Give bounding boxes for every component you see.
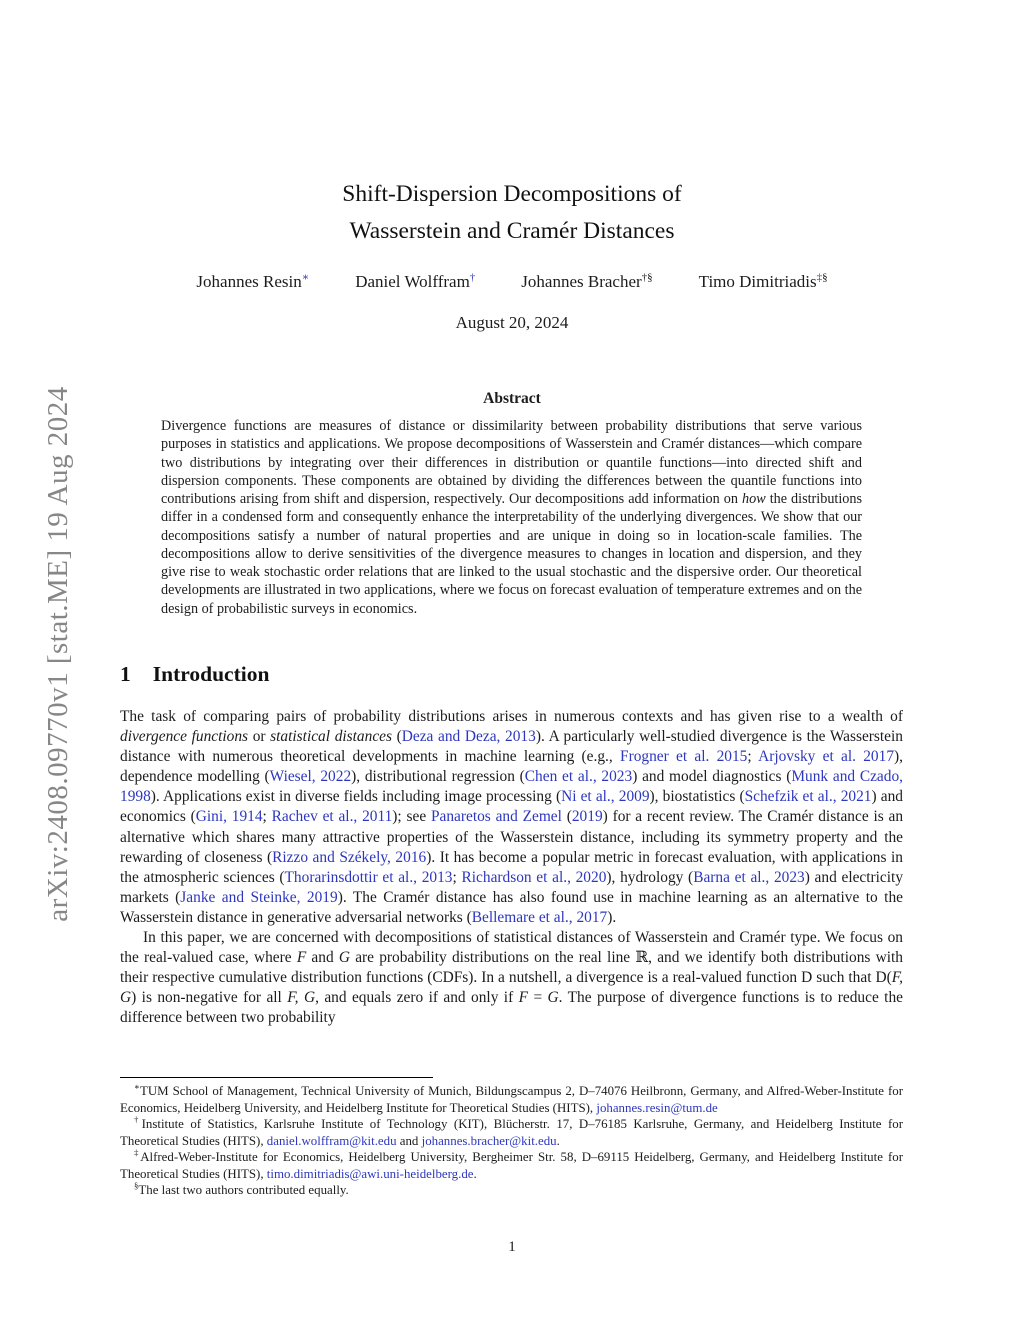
author-name: Johannes Bracher [521,272,642,291]
text-segment: †§ [641,271,653,284]
text-segment: how [742,491,766,507]
footnote-affiliation-resin [120,1083,903,1116]
footnote-affiliation-dimitriadis [120,1149,903,1182]
text-segment: The task of comparing pairs of probability distributions arises in numerous contexts and has given rise to a wealth of [120,708,903,725]
text-segment: ). The Cramér distance has also found use in machine learning as an alternative to the Wasserstein distance in generative adversarial networks ( [120,888,903,926]
text-segment: ( [391,728,402,746]
link[interactable]: daniel.wolffram@kit.edu [266,1133,397,1148]
text-segment: ). [607,908,617,926]
text-segment: ) and economics ( [120,788,903,826]
link[interactable]: Janke and Steinke, 2019 [180,888,338,906]
text-segment: ); see [392,808,431,826]
text-segment: are probability distributions on the real line [350,949,636,967]
text-segment: the distributions differ in a condensed form and consequently enhance the interpretability of the underlying divergences. We show that our decompositions satisfy a number of natural properties and are unique in doing so in location-scale families. The decompositions allow to derive sensitivities of the divergence measures to changes in location and dispersion, and they give rise to weak stochastic order relations that are linked to the usual stochastic and the dispersive order. Our theoretical developments are illustrated in two applications, where we focus on forecast evaluation of temperature extremes and on the design of probabilistic surveys in economics. [161,491,863,617]
paper-title [0,176,1024,250]
text-segment: ), biostatistics ( [649,788,745,806]
text-segment: ), dependence modelling ( [120,748,903,786]
link[interactable]: Munk and Czado, 1998 [120,768,903,806]
author-daniel-wolffram [355,272,475,292]
paper-date: August 20, 2024 [455,313,569,332]
link[interactable]: ∗ [301,271,310,284]
abstract-heading: Abstract [483,390,541,407]
author-list [0,272,1024,292]
footnotes [120,1083,903,1199]
footnote-equal-contribution [120,1182,903,1199]
link[interactable]: 2019 [571,808,603,826]
text-segment: . [556,1133,560,1148]
link[interactable]: Barna et al., 2023 [693,868,805,886]
text-segment: § [134,1180,139,1191]
link[interactable]: Deza and Deza, 2013 [401,728,536,746]
text-segment: ), distributional regression ( [351,768,525,786]
text-segment: G [547,989,559,1007]
link[interactable]: Frogner et al. 2015 [620,748,748,766]
link[interactable]: ‡ [816,271,823,284]
text-segment: statistical distances [270,728,392,746]
text-segment: divergence functions [120,728,249,746]
text-segment: ; [452,868,462,886]
text-segment: In this paper, we are concerned with decompositions of statistical distances of Wasserstein and Cramér type. We focus on the real-valued case, where [120,929,903,967]
text-segment: . The purpose of divergence functions is to reduce the difference between two probability [120,989,903,1027]
link[interactable]: Thorarinsdottir et al., 2013 [284,868,453,886]
section-heading-introduction [120,662,903,687]
text-segment: , and we identify both distributions with their respective cumulative distribution functions (CDFs). In a nutshell, a divergence is a real-valued function D such that D( [120,949,903,987]
footnote-rule [120,1077,433,1078]
text-segment: Divergence functions are measures of distance or dissimilarity between probability distributions that serve various purposes in statistics and applications. We propose decompositions of Wasserstein and Cramér distances—which compare two distributions by integrating over their differences in distribution or quantile functions—into directed shift and dispersion components. These components are obtained by dividing the differences between the quantile functions into contributions arising from shift and dispersion, respectively. Our decompositions add information on [161,418,862,507]
text-segment: and [306,949,339,967]
text-segment: ) and electricity markets ( [120,868,904,906]
text-segment: § [822,271,828,284]
arxiv-watermark: arXiv:2408.09770v1 [stat.ME] 19 Aug 2024 [42,386,74,922]
link[interactable]: Rachev et al., 2011 [271,808,393,826]
text-segment: † [134,1114,142,1125]
link[interactable]: Gini, 1914 [195,808,263,826]
link[interactable]: Ni et al., 2009 [561,788,650,806]
link[interactable]: Schefzik et al., 2021 [744,788,872,806]
link[interactable]: johannes.bracher@kit.edu [421,1133,557,1148]
author-footnote-marks [470,271,476,283]
section-number: 1 [120,662,131,686]
author-johannes-resin [196,272,309,292]
text-segment: ; [262,808,272,826]
text-segment: TUM School of Management, Technical University of Munich, Bildungscampus 2, D–74076 Heilbronn, Germany, and Alfred-Weber-Institute for Economics, Heidelberg University, and Heidelberg Institute for Theoretical Studies (HITS), [120,1084,903,1115]
text-segment: ; [747,748,759,766]
link[interactable]: Arjovsky et al. 2017 [758,748,895,766]
text-segment: The last two authors contributed equally. [138,1183,349,1197]
title-line-2: Wasserstein and Cramér Distances [349,218,675,244]
author-name: Johannes Resin [196,272,302,291]
page-number: 1 [508,1239,516,1255]
author-timo-dimitriadis [699,272,828,292]
text-segment: ∗ [134,1081,140,1092]
text-segment: , and equals zero if and only if [315,989,519,1007]
footnote-affiliation-wolffram-bracher [120,1116,903,1149]
text-segment: F [518,989,529,1007]
link[interactable]: timo.dimitriadis@awi.uni-heidelberg.de [266,1166,474,1181]
text-segment: ( [561,808,572,826]
text-segment: ). A particularly well-studied divergence is the Wasserstein distance with numerous theoretical developments in machine learning (e.g., [120,728,903,766]
text-segment: F, G [287,989,316,1007]
link[interactable]: Bellemare et al., 2017 [471,908,608,926]
text-segment: ). Applications exist in diverse fields including image processing ( [150,788,562,806]
link[interactable]: Wiesel, 2022 [269,768,352,786]
text-segment: . [473,1166,477,1181]
author-name: Daniel Wolffram [355,272,470,291]
text-segment: ). It has become a popular metric in forecast evaluation, with applications in the atmospheric sciences ( [120,848,903,886]
author-footnote-marks [817,271,828,283]
link[interactable]: Richardson et al., 2020 [461,868,607,886]
text-segment: ℝ [635,949,649,967]
section-title: Introduction [152,662,270,686]
author-footnote-marks [642,271,653,283]
author-johannes-bracher [521,272,652,292]
text-segment: G [338,949,350,967]
link[interactable]: Panaretos and Zemel [430,808,562,826]
text-segment: = [528,989,548,1007]
title-line-1: Shift-Dispersion Decompositions of [342,181,682,207]
abstract-text [161,417,862,618]
link[interactable]: johannes.resin@tum.de [596,1100,718,1115]
text-segment: F [296,949,307,967]
intro-paragraph-2 [120,928,903,1028]
text-segment: Institute of Statistics, Karlsruhe Institute of Technology (KIT), Blücherstr. 17, D–76185 Karlsruhe, Germany, and Heidelberg Institute for Theoretical Studies (HITS), [120,1117,903,1148]
text-segment: ) for a recent review. The Cramér distance is an alternative which shares many attractive properties of the Wasserstein distance, including its symmetry property and the rewarding of closeness ( [120,808,904,866]
author-footnote-marks [302,271,309,283]
text-segment: ) is non-negative for all [131,989,288,1007]
link[interactable]: Rizzo and Székely, 2016 [272,848,427,866]
text-segment: F, G [120,969,903,1007]
link[interactable]: Chen et al., 2023 [524,768,633,786]
text-segment: and [396,1133,422,1148]
text-segment: Alfred-Weber-Institute for Economics, Heidelberg University, Bergheimer Str. 58, D–69115 Heidelberg, Germany, and Heidelberg Institute for Theoretical Studies (HITS), [120,1150,903,1181]
intro-paragraph-1 [120,707,903,928]
author-name: Timo Dimitriadis [698,272,817,291]
text-segment: ‡ [134,1147,141,1158]
text-segment: ) and model diagnostics ( [632,768,792,786]
text-segment: ), hydrology ( [606,868,694,886]
introduction-body [120,707,903,1029]
link[interactable]: † [469,271,476,284]
text-segment: or [248,728,271,746]
